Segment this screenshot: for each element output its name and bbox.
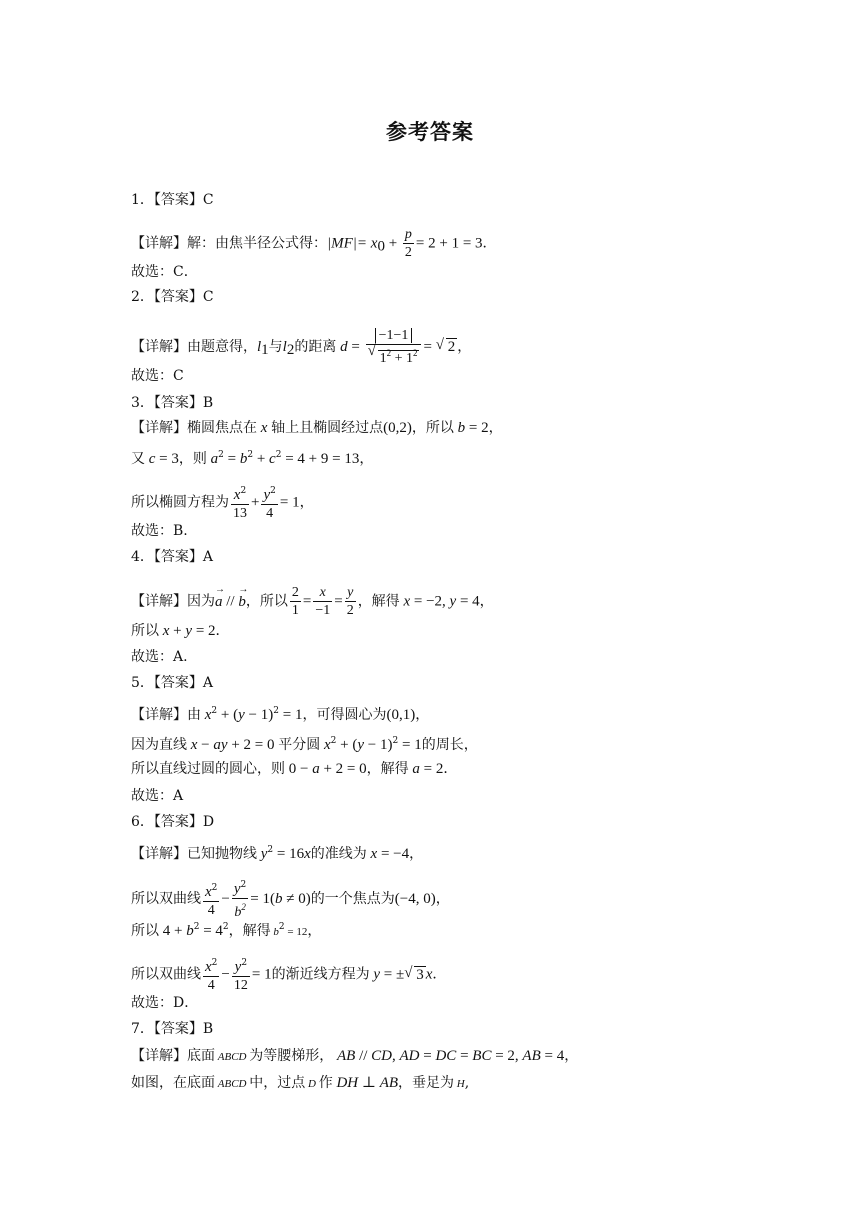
q4-selection: 故选：A. (131, 649, 188, 665)
q5-answer-line: 5．【答案】A (131, 675, 214, 691)
q7-detail-line-1: 【详解】底面 ABCD 为等腰梯形， AB // CD, AD = DC = BC = 2, AB = 4， (131, 1048, 579, 1064)
q6-answer-line: 6．【答案】D (131, 814, 215, 830)
q6-selection: 故选：D． (131, 995, 199, 1011)
q7-detail-line-2: 如图，在底面 ABCD 中，过点 D 作 DH ⊥ AB，垂足为 H, (131, 1075, 470, 1091)
q5-detail-line-2: 因为直线 x − ay + 2 = 0 平分圆 $x^2 + (y - 1)^2 = 1$的周长， (131, 736, 478, 753)
q2-answer-line: 2．【答案】C (131, 289, 214, 305)
q2-selection: 故选：C (131, 368, 184, 384)
q5-selection: 故选：A (131, 788, 184, 804)
page-title: 参考答案 (386, 120, 474, 144)
q6-detail-line-2: 所以双曲线 $\frac{x^2}{4}$ − $\frac{y^2}{b^2}$ = 1(b ≠ 0)的一个焦点为(−4, 0)， (131, 877, 450, 921)
q2-detail-line: 【详解】由题意得，$l_1$与$l_2$的距离 d = −1−1 √ $1^2 + 1^2$ = √ 2 ， (131, 327, 471, 367)
q1-selection: 故选：C． (131, 264, 198, 280)
q3-selection: 故选：B. (131, 523, 188, 539)
q4-detail-conclusion: 所以 x + y = 2． (131, 623, 230, 639)
q3-answer-line: 3．【答案】B (131, 395, 214, 411)
q4-answer-line: 4．【答案】A (131, 549, 214, 565)
q3-detail-line-1: 【详解】椭圆焦点在 x 轴上且椭圆经过点(0,2)，所以 b = 2， (131, 420, 503, 436)
q7-answer-line: 7．【答案】B (131, 1021, 214, 1037)
q1-detail-line: 【详解】解：由焦半径公式得：$|MF|= x_0$ + $\frac{p}{2}$ = 2 + 1 = 3． (131, 227, 497, 260)
q3-detail-line-3: 所以椭圆方程为 $\frac{x^2}{13}$ + $\frac{y^2}{4}$ = 1， (131, 483, 314, 522)
q6-detail-line-1: 【详解】已知抛物线 $y^2 = 16x$的准线为 x = −4， (131, 845, 424, 862)
q6-detail-line-3: 所以 $4 + b^2 = 4^2$，解得 $b^2 = 12$， (131, 922, 322, 939)
q1-answer-line: 1．【答案】C (131, 192, 214, 208)
q5-detail-line-3: 所以直线过圆的圆心，则 0 − a + 2 = 0，解得 a = 2． (131, 761, 458, 777)
q4-detail-line: 【详解】因为→ a // → b，所以 $\frac{2}{1}$ = $\frac{x}{-1}$ = $\frac{y}{2}$ ，解得 x = −2, y = 4， (131, 584, 494, 619)
q5-detail-line-1: 【详解】由 $x^2 + (y - 1)^2 = 1$，可得圆心为(0,1)， (131, 706, 430, 723)
q3-detail-line-2: 又 c = 3，则 $a^2 = b^2 + c^2 = 4 + 9 = 13$， (131, 450, 374, 467)
q6-detail-line-4: 所以双曲线 $\frac{x^2}{4}$ − $\frac{y^2}{12}$ = 1的渐近线方程为 y = ±√ 3 x． (131, 955, 446, 994)
